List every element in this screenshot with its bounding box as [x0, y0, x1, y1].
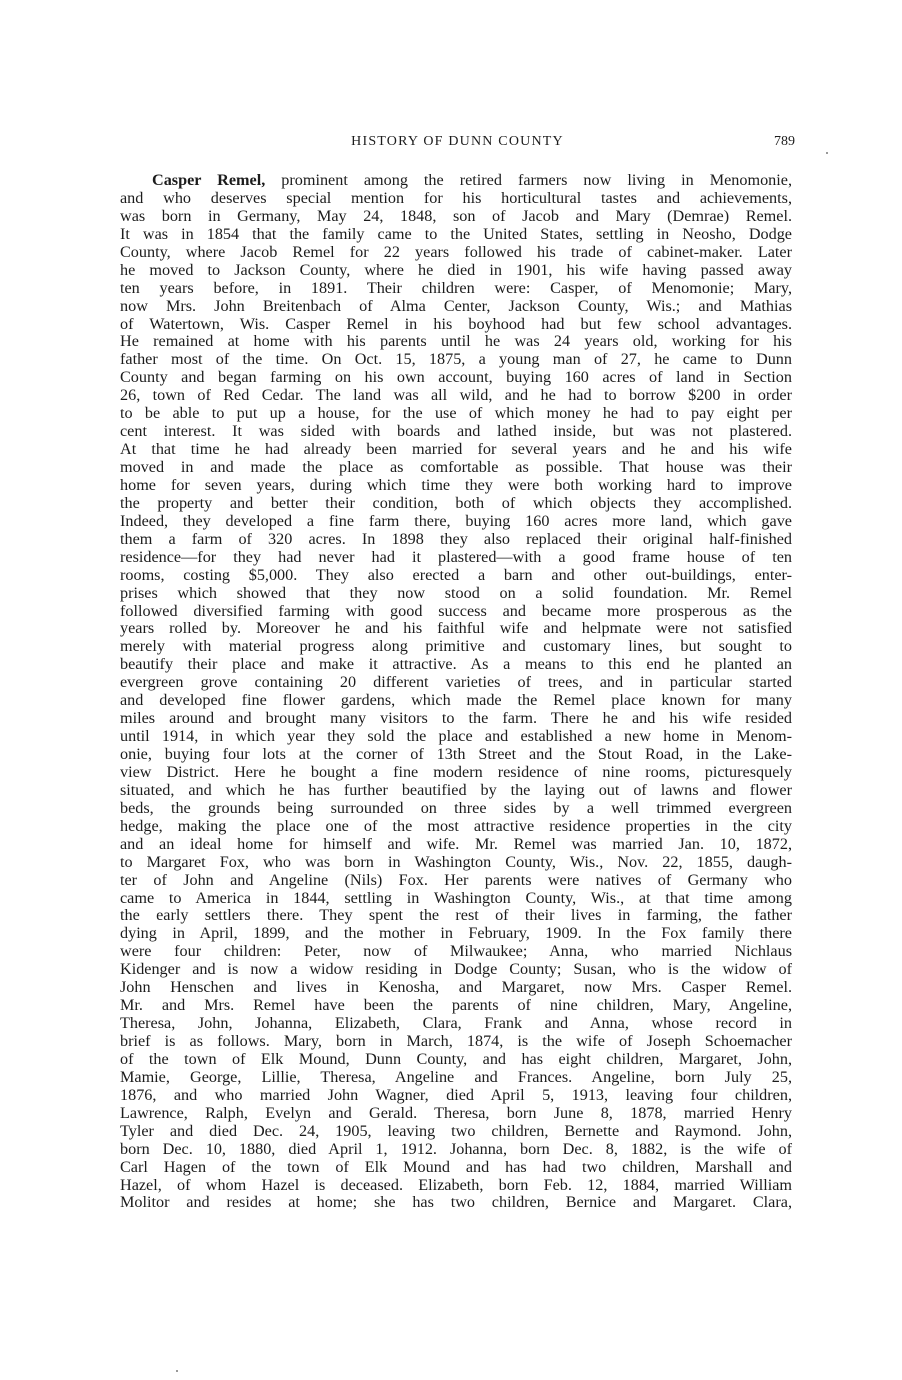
- text-line: [120, 208, 792, 226]
- text-line: [120, 1015, 792, 1033]
- text-line-content: moved in and made the place as comfortable as possible. That house was their: [120, 458, 792, 476]
- text-line-content: to Margaret Fox, who was born in Washington County, Wis., Nov. 22, 1855, daugh-: [120, 852, 792, 871]
- page-number: 789: [774, 134, 795, 149]
- text-line-content: prises which showed that they now stood on a solid foundation. Mr. Remel: [120, 583, 792, 602]
- text-line: [120, 531, 792, 549]
- text-line-content: came to America in 1844, settling in Washington County, Wis., at that time among: [120, 888, 792, 907]
- text-line-content: County, where Jacob Remel for 22 years followed his trade of cabinet-maker. Later: [120, 242, 792, 261]
- text-line: [120, 800, 792, 818]
- text-line-content: and developed fine flower gardens, which made the Remel place known for many: [120, 691, 792, 710]
- text-line-content: to be able to put up a house, for the use of which money he had to pay eight per: [120, 404, 792, 423]
- text-line: [120, 226, 792, 244]
- text-line-content: of Watertown, Wis. Casper Remel in his boyhood had but few school advantages.: [120, 314, 792, 333]
- text-line: [120, 190, 792, 208]
- text-line: [120, 836, 792, 854]
- text-line-content: beautify their place and make it attractive. As a means to this end he planted an: [120, 655, 792, 674]
- text-line-content: situated, and which he has further beautified by the laying out of lawns and flower: [120, 780, 792, 799]
- text-line-content: onie, buying four lots at the corner of 13th Street and the Stout Road, in the Lake-: [120, 745, 792, 763]
- text-line: [120, 943, 792, 961]
- text-line-content: beds, the grounds being surrounded on three sides by a well trimmed evergreen: [120, 798, 792, 817]
- text-line-content: Molitor and resides at home; she has two children, Bernice and Margaret. Clara,: [120, 1193, 792, 1212]
- text-line-content: home for seven years, during which time they were both working hard to improve: [120, 475, 792, 494]
- text-line: [120, 351, 792, 369]
- text-line-content: father most of the time. On Oct. 15, 1875, a young man of 27, he came to Dunn: [120, 350, 792, 369]
- text-line: [120, 710, 792, 728]
- text-line-content: County and began farming on his own account, buying 160 acres of land in Section: [120, 368, 792, 387]
- text-line-content: were four children: Peter, now of Milwaukee; Anna, who married Nichlaus: [120, 942, 792, 961]
- text-line: [120, 262, 792, 280]
- text-line: [120, 925, 792, 943]
- text-line: [120, 441, 792, 459]
- text-line: [120, 1069, 792, 1087]
- text-line: [120, 818, 792, 836]
- text-line-content: Kidenger and is now a widow residing in Dodge County; Susan, who is the widow of: [120, 960, 792, 979]
- text-line: [120, 172, 792, 190]
- text-line-content: now Mrs. John Breitenbach of Alma Center, Jackson County, Wis.; and Mathias: [120, 296, 792, 315]
- text-line-content: Mamie, George, Lillie, Theresa, Angeline and Frances. Angeline, born July 25,: [120, 1067, 792, 1086]
- text-line-content: the property and better their condition, both of which objects they accomplished.: [120, 493, 792, 512]
- text-line: [120, 907, 792, 925]
- text-line: [120, 244, 792, 262]
- text-line: [120, 1177, 792, 1195]
- text-line-content: Tyler and died Dec. 24, 1905, leaving two children, Bernette and Raymond. John,: [120, 1121, 792, 1140]
- text-line: [120, 854, 792, 872]
- running-head: [120, 134, 795, 156]
- text-line-content: rooms, costing $5,000. They also erected a barn and other out-buildings, enter-: [120, 565, 792, 584]
- text-line: [120, 890, 792, 908]
- text-line: [120, 656, 792, 674]
- text-line-content: them a farm of 320 acres. In 1898 they also replaced their original half-finished: [120, 529, 792, 548]
- text-line: [120, 585, 792, 603]
- text-line: [120, 567, 792, 585]
- speck-mark: [826, 152, 828, 154]
- text-line-content: dying in April, 1899, and the mother in February, 1909. In the Fox family there: [120, 924, 792, 943]
- text-line-content: ter of John and Angeline (Nils) Fox. Her parents were natives of Germany who: [120, 870, 792, 889]
- text-line: [120, 477, 792, 495]
- text-line-content: evergreen grove containing 20 different varieties of trees, and in particular started: [120, 673, 792, 692]
- speck-mark: [176, 1370, 178, 1372]
- text-line-content: John Henschen and lives in Kenosha, and Margaret, now Mrs. Casper Remel.: [120, 978, 792, 997]
- text-line: [120, 459, 792, 477]
- text-line-content: residence—for they had never had it plastered—with a good frame house of ten: [120, 547, 792, 566]
- text-line: [120, 316, 792, 334]
- text-line-content: It was in 1854 that the family came to the United States, settling in Neosho, Dodge: [120, 224, 792, 243]
- text-line: [120, 333, 792, 351]
- text-line: [120, 1194, 792, 1212]
- text-line-content: Indeed, they developed a fine farm there, buying 160 acres more land, which gave: [120, 511, 792, 530]
- text-line-content: he moved to Jackson County, where he died in 1901, his wife having passed away: [120, 260, 792, 279]
- text-line: [120, 1087, 792, 1105]
- text-line: [120, 405, 792, 423]
- running-title: HISTORY OF DUNN COUNTY: [351, 134, 564, 149]
- text-line-content: Theresa, John, Johanna, Elizabeth, Clara, Frank and Anna, whose record in: [120, 1014, 792, 1033]
- text-line-content: cent interest. It was sided with boards and lathed inside, but was not plastered.: [120, 422, 792, 441]
- text-line: [120, 1141, 792, 1159]
- text-line: [120, 1123, 792, 1141]
- text-line: [120, 495, 792, 513]
- text-line-content: and who deserves special mention for his horticultural tastes and achievements,: [120, 188, 792, 207]
- text-line: [120, 872, 792, 890]
- text-line: [120, 620, 792, 638]
- text-line-content: Lawrence, Ralph, Evelyn and Gerald. Theresa, born June 8, 1878, married Henry: [120, 1103, 792, 1122]
- text-line: [120, 692, 792, 710]
- text-line-content: and an ideal home for himself and wife. Mr. Remel was married Jan. 10, 1872,: [120, 834, 792, 853]
- text-line: [120, 513, 792, 531]
- text-line: [120, 1033, 792, 1051]
- article-body: [120, 172, 792, 1212]
- text-line-content: He remained at home with his parents until he was 24 years old, working for his: [120, 332, 792, 351]
- text-line-content: Mr. and Mrs. Remel have been the parents of nine children, Mary, Angeline,: [120, 996, 792, 1015]
- text-line-content: brief is as follows. Mary, born in March, 1874, is the wife of Joseph Schoemacher: [120, 1032, 792, 1050]
- text-line: [120, 782, 792, 800]
- text-line-content: ten years before, in 1891. Their children were: Casper, of Menomonie; Mary,: [120, 278, 792, 297]
- text-line: [120, 638, 792, 656]
- text-line: [120, 1051, 792, 1069]
- text-line: [120, 1159, 792, 1177]
- text-line-content: was born in Germany, May 24, 1848, son of Jacob and Mary (Demrae) Remel.: [120, 206, 792, 225]
- text-line-content: 26, town of Red Cedar. The land was all wild, and he had to borrow $200 in order: [120, 386, 792, 405]
- text-line: [120, 298, 792, 316]
- text-line-content: prominent among the retired farmers now living in Menomonie,: [265, 171, 792, 189]
- text-line: [120, 369, 792, 387]
- text-line-content: At that time he had already been married for several years and he and his wife: [120, 440, 792, 459]
- text-line: [120, 549, 792, 567]
- text-line: [120, 603, 792, 621]
- text-line-content: 1876, and who married John Wagner, died April 5, 1913, leaving four children,: [120, 1085, 792, 1104]
- text-line-content: view District. Here he bought a fine modern residence of nine rooms, picturesquely: [120, 762, 792, 781]
- text-line-content: until 1914, in which year they sold the place and established a new home in Menom-: [120, 727, 792, 746]
- text-line: [120, 764, 792, 782]
- text-line-content: of the town of Elk Mound, Dunn County, and has eight children, Margaret, John,: [120, 1049, 792, 1068]
- text-line: [120, 746, 792, 764]
- text-line-content: Carl Hagen of the town of Elk Mound and has had two children, Marshall and: [120, 1157, 792, 1176]
- text-line: [120, 979, 792, 997]
- text-line: [120, 280, 792, 298]
- text-line-content: merely with material progress along primitive and customary lines, but sought to: [120, 637, 792, 656]
- text-line-content: miles around and brought many visitors to the farm. There he and his wife resided: [120, 709, 792, 728]
- subject-name: Casper Remel,: [152, 171, 266, 189]
- text-line: [120, 961, 792, 979]
- text-line-content: hedge, making the place one of the most attractive residence properties in the city: [120, 816, 792, 835]
- text-line: [120, 674, 792, 692]
- text-line-content: born Dec. 10, 1880, died April 1, 1912. Johanna, born Dec. 8, 1882, is the wife of: [120, 1139, 792, 1158]
- text-line-content: followed diversified farming with good success and became more prosperous as the: [120, 601, 792, 620]
- text-line-content: Hazel, of whom Hazel is deceased. Elizabeth, born Feb. 12, 1884, married William: [120, 1175, 792, 1194]
- text-line: [120, 728, 792, 746]
- text-line: [120, 423, 792, 441]
- text-line: [120, 997, 792, 1015]
- text-line: [120, 387, 792, 405]
- text-line-content: the early settlers there. They spent the rest of their lives in farming, the father: [120, 906, 792, 925]
- text-line-content: years rolled by. Moreover he and his faithful wife and helpmate were not satisfied: [120, 619, 792, 638]
- text-line: [120, 1105, 792, 1123]
